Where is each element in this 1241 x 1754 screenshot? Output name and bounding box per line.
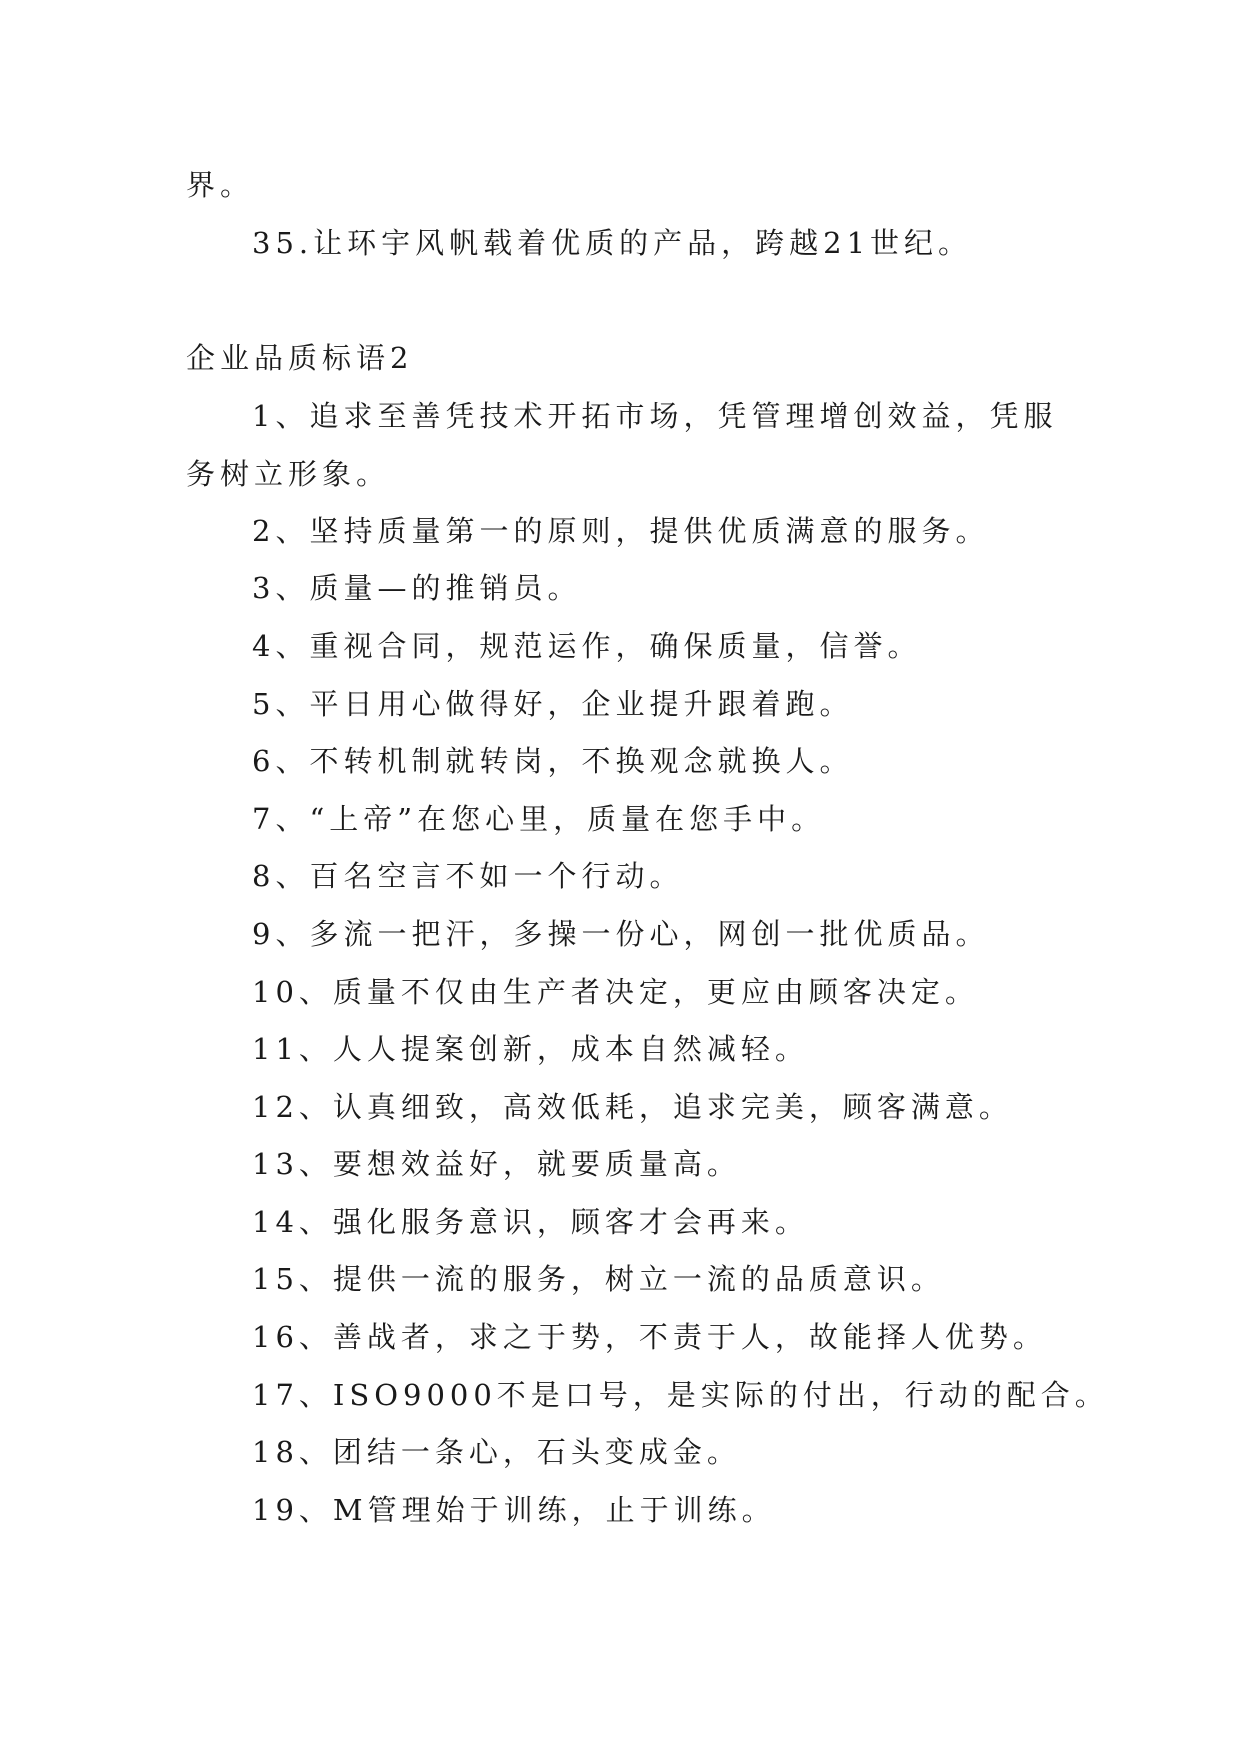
section-heading: 企业品质标语2: [186, 341, 414, 375]
text-line: 界。: [186, 168, 255, 202]
list-item: 5、平日用心做得好，企业提升跟着跑。: [252, 687, 854, 721]
list-item: 11、人人提案创新，成本自然减轻。: [252, 1032, 809, 1066]
text-line: 35.让环宇风帆载着优质的产品，跨越21世纪。: [252, 226, 973, 260]
list-item: 6、不转机制就转岗，不换观念就换人。: [252, 744, 854, 778]
list-item: 10、质量不仅由生产者决定，更应由顾客决定。: [252, 975, 979, 1009]
list-item: 17、ISO9000不是口号，是实际的付出，行动的配合。: [252, 1378, 1109, 1412]
list-item: 19、M管理始于训练，止于训练。: [252, 1493, 776, 1527]
list-item: 14、强化服务意识，顾客才会再来。: [252, 1205, 809, 1239]
list-item: 15、提供一流的服务，树立一流的品质意识。: [252, 1262, 945, 1296]
list-item: 18、团结一条心，石头变成金。: [252, 1435, 741, 1469]
list-item: 4、重视合同，规范运作，确保质量，信誉。: [252, 629, 922, 663]
list-item: 12、认真细致，高效低耗，追求完美，顾客满意。: [252, 1090, 1013, 1124]
list-item: 8、百名空言不如一个行动。: [252, 859, 684, 893]
list-item: 1、追求至善凭技术开拓市场，凭管理增创效益，凭服: [252, 399, 1058, 433]
list-item: 16、善战者，求之于势，不责于人，故能择人优势。: [252, 1320, 1047, 1354]
list-item: 3、质量—的推销员。: [252, 571, 582, 605]
list-item: 7、“上帝”在您心里，质量在您手中。: [252, 802, 826, 836]
list-item: 9、多流一把汗，多操一份心，网创一批优质品。: [252, 917, 990, 951]
list-item: 2、坚持质量第一的原则，提供优质满意的服务。: [252, 514, 990, 548]
list-item-continuation: 务树立形象。: [186, 457, 391, 491]
list-item: 13、要想效益好，就要质量高。: [252, 1147, 741, 1181]
